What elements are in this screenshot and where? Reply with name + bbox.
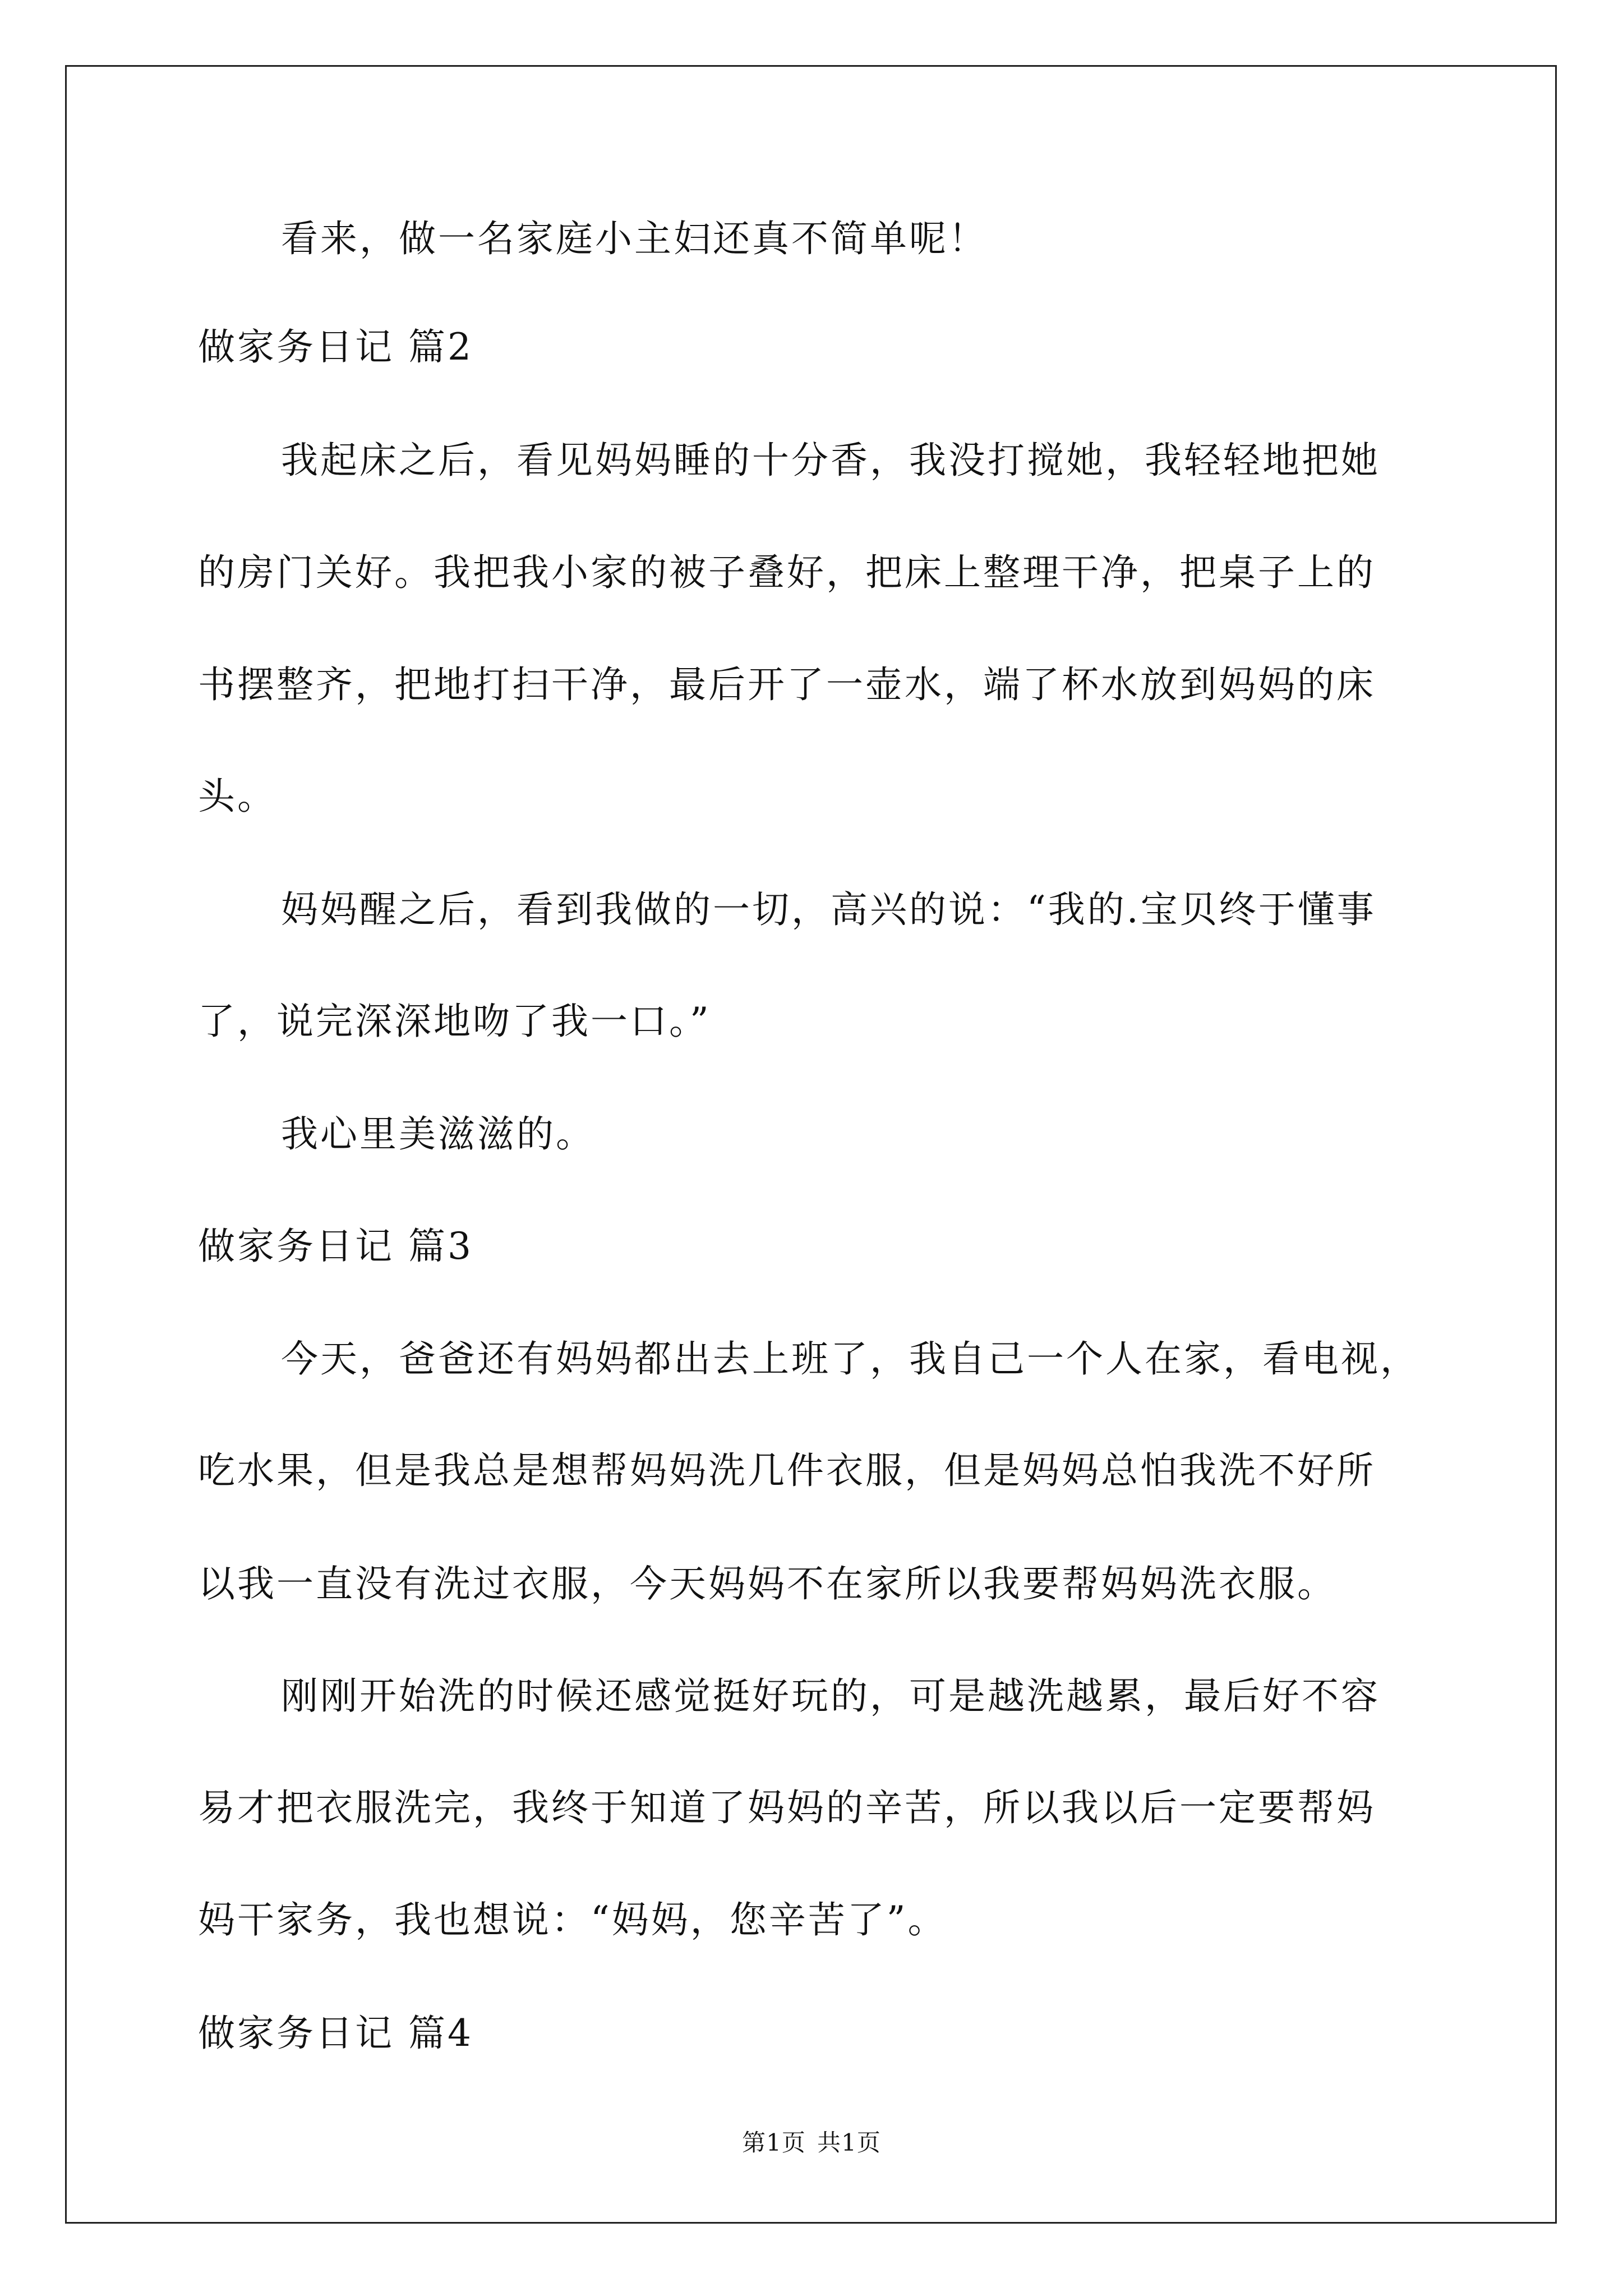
paragraph-line: 妈妈醒之后，看到我做的一切，高兴的说：“我的.宝贝终于懂事	[281, 888, 1376, 931]
paragraph-line: 今天，爸爸还有妈妈都出去上班了，我自己一个人在家，看电视，	[281, 1337, 1419, 1381]
page-footer: 第1页 共1页	[742, 2129, 881, 2156]
paragraph-line: 了，说完深深地吻了我一口。”	[198, 1000, 711, 1043]
paragraph-line: 书摆整齐，把地打扫干净，最后开了一壶水，端了杯水放到妈妈的床	[198, 663, 1376, 706]
paragraph-line: 吃水果，但是我总是想帮妈妈洗几件衣服，但是妈妈总怕我洗不好所	[198, 1449, 1376, 1492]
paragraph-line: 看来，做一名家庭小主妇还真不简单呢！	[281, 217, 988, 260]
section-heading: 做家务日记 篇2	[198, 325, 473, 369]
section-heading: 做家务日记 篇3	[198, 1225, 473, 1268]
paragraph-line: 头。	[198, 775, 276, 818]
paragraph-line: 妈干家务，我也想说：“妈妈，您辛苦了”。	[198, 1898, 947, 1941]
paragraph-line: 易才把衣服洗完，我终于知道了妈妈的辛苦，所以我以后一定要帮妈	[198, 1786, 1376, 1829]
paragraph-line: 的房门关好。我把我小家的被子叠好，把床上整理干净，把桌子上的	[198, 551, 1376, 594]
paragraph-line: 以我一直没有洗过衣服，今天妈妈不在家所以我要帮妈妈洗衣服。	[198, 1562, 1336, 1605]
paragraph-line: 我起床之后，看见妈妈睡的十分香，我没打搅她，我轻轻地把她	[281, 439, 1380, 482]
paragraph-line: 我心里美滋滋的。	[281, 1112, 595, 1156]
section-heading: 做家务日记 篇4	[198, 2012, 473, 2055]
paragraph-line: 刚刚开始洗的时候还感觉挺好玩的，可是越洗越累，最后好不容	[281, 1674, 1380, 1718]
